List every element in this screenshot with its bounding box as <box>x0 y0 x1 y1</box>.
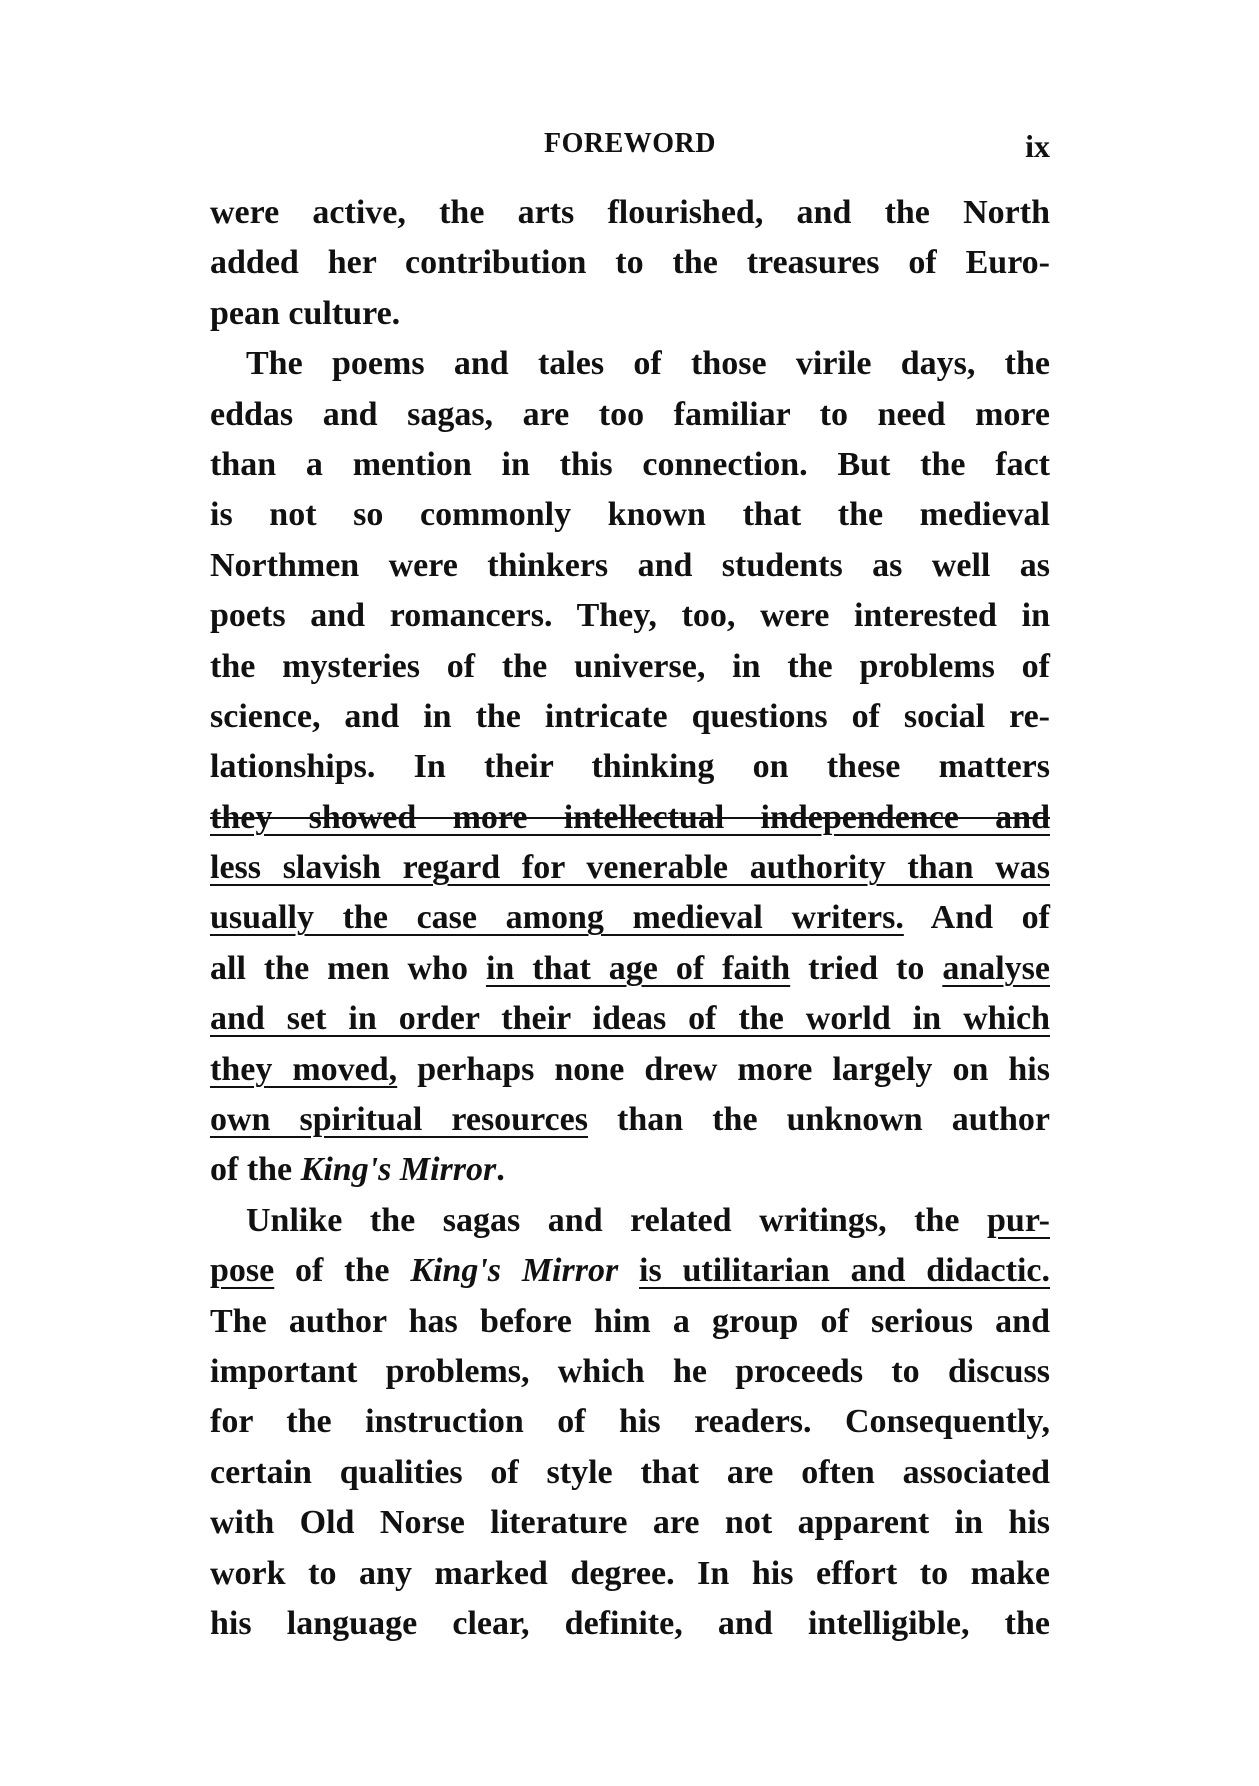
text-run: all the men who <box>210 949 486 987</box>
underlined-text: and set in order their ideas of the world in which <box>210 1000 1050 1038</box>
text-line <box>210 1095 1050 1145</box>
text-line: poets and romancers. They, too, were interested in <box>210 597 1050 635</box>
text-line: were active, the arts flourished, and the North <box>210 194 1050 231</box>
underlined-text: is utilitarian and didactic. <box>639 1252 1050 1290</box>
running-header-title: FOREWORD <box>544 128 716 159</box>
text-line: eddas and sagas, are too familiar to need more <box>210 395 1050 433</box>
text-line <box>210 893 1050 943</box>
running-header <box>210 128 1050 168</box>
text-run: of the <box>274 1252 411 1290</box>
struck-underlined-text: they showed more intellectual independence and <box>210 798 1050 836</box>
underlined-text: pose <box>210 1252 275 1290</box>
text-line: important problems, which he proceeds to discuss <box>210 1352 1050 1390</box>
text-line: work to any marked degree. In his effort to make <box>210 1554 1050 1592</box>
book-title: King's Mirror <box>300 1151 497 1189</box>
text-run <box>618 1252 639 1289</box>
text-line <box>210 1045 1050 1095</box>
text-line: for the instruction of his readers. Consequently, <box>210 1403 1050 1441</box>
text-line: his language clear, definite, and intelligible, the <box>210 1604 1050 1642</box>
text-line: added her contribution to the treasures of Euro- <box>210 244 1050 282</box>
text-line: is not so commonly known that the medieval <box>210 496 1050 534</box>
text-line <box>210 1145 1050 1195</box>
text-line <box>210 944 1050 994</box>
page-number: ix <box>1025 128 1050 164</box>
text-line <box>210 843 1050 893</box>
text-run: And of <box>903 899 1050 937</box>
underlined-text: own spiritual resources <box>210 1101 588 1139</box>
text-run: than the unknown author <box>587 1101 1050 1139</box>
text-run: tried to <box>790 949 943 987</box>
text-line: Northmen were thinkers and students as well as <box>210 546 1050 584</box>
body-text <box>210 188 1050 1649</box>
underlined-text: usually the case among medieval writers. <box>210 899 904 937</box>
text-run: of the <box>210 1151 301 1189</box>
text-line: The poems and tales of those virile days, the <box>246 345 1050 383</box>
text-run: Unlike the sagas and related writings, the <box>246 1201 988 1239</box>
text-line: science, and in the intricate questions of social re- <box>210 697 1050 735</box>
text-line: the mysteries of the universe, in the problems of <box>210 647 1050 685</box>
text-line: than a mention in this connection. But the fact <box>210 445 1050 483</box>
text-line: certain qualities of style that are often associated <box>210 1453 1050 1491</box>
text-line: The author has before him a group of serious and <box>210 1302 1050 1340</box>
text-line: pean culture. <box>210 294 401 332</box>
book-title: King's Mirror <box>410 1252 619 1290</box>
underlined-text: in that age of faith <box>485 949 791 987</box>
text-line <box>210 793 1050 843</box>
text-line: with Old Norse literature are not apparent in his <box>210 1504 1050 1542</box>
text-line: lationships. In their thinking on these matters <box>210 748 1050 786</box>
text-line <box>210 1246 1050 1296</box>
underlined-text: analyse <box>942 949 1051 987</box>
text-line <box>210 994 1050 1044</box>
text-run: . <box>496 1151 505 1189</box>
underlined-text: they moved, <box>210 1050 398 1088</box>
underlined-text: pur- <box>987 1201 1050 1239</box>
text-line <box>210 1196 1050 1246</box>
underlined-text: less slavish regard for venerable authority than was <box>210 849 1050 887</box>
text-run: perhaps none drew more largely on his <box>397 1050 1050 1088</box>
